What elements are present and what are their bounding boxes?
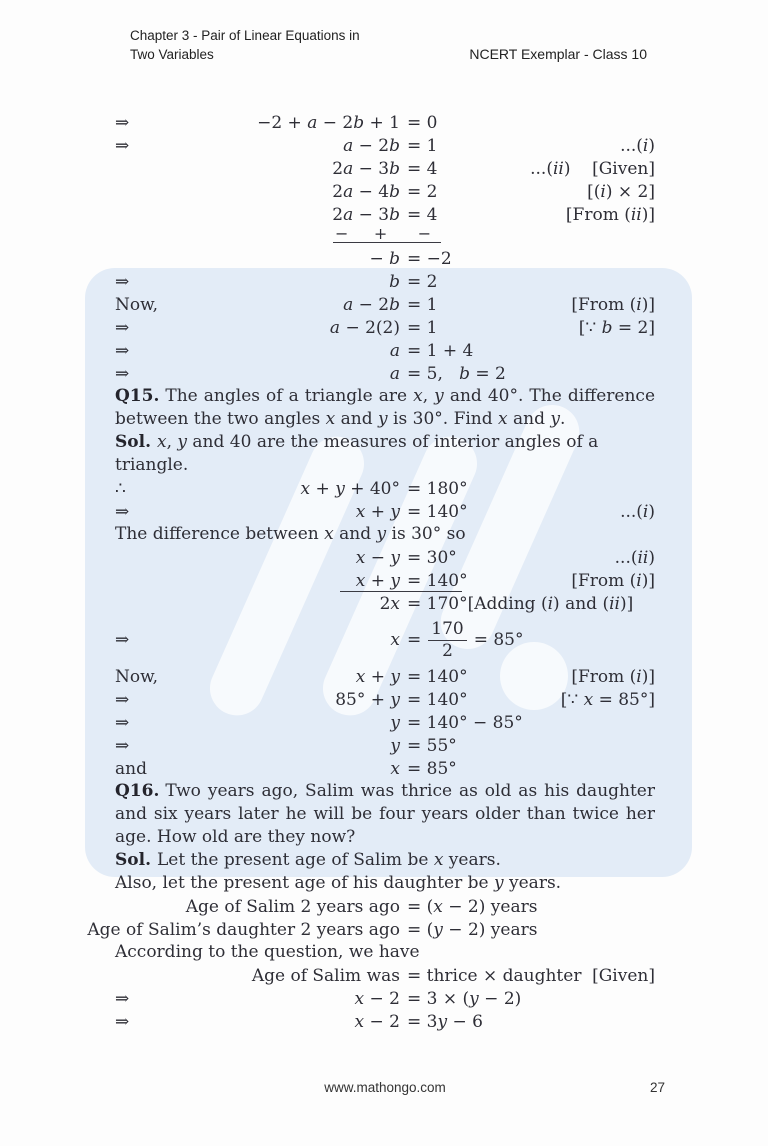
implies-marker: ⇒ xyxy=(115,1011,130,1032)
equation-lhs: a xyxy=(389,340,400,361)
statement-note: [Given] xyxy=(592,965,655,986)
equation-note: [From (i)] xyxy=(571,666,655,687)
question-paragraph-q15 xyxy=(115,385,655,431)
text-paragraph xyxy=(115,941,655,964)
implies-marker: ⇒ xyxy=(115,501,130,522)
equation-lhs: y xyxy=(390,712,400,733)
equation-lhs: 2 x xyxy=(379,593,400,614)
equation-rhs: = 170° xyxy=(407,593,468,614)
equation-note: [From (ii)] xyxy=(565,204,655,225)
chapter-title-line2: Two Variables xyxy=(130,47,214,62)
question-text: The angles of a triangle are x, y and 40°. The difference between the two angles x and y is 30°. Find x and y. xyxy=(115,386,656,429)
implies-marker: ⇒ xyxy=(115,630,130,650)
statement-lhs: Age of Salim 2 years ago xyxy=(185,896,400,917)
equation-note: [(i) × 2] xyxy=(587,181,655,202)
text-paragraph xyxy=(115,523,655,546)
equation-note: [Adding (i) and (ii)] xyxy=(467,593,634,614)
statement-lhs: Age of Salim’s daughter 2 years ago xyxy=(87,919,400,940)
equation-row xyxy=(115,477,655,500)
equation-rhs: = 140° − 85° xyxy=(407,712,523,733)
equation-row xyxy=(115,688,655,711)
cancellation-signs: − + − xyxy=(335,224,432,243)
implies-marker: ⇒ xyxy=(115,712,130,733)
equation-rhs: = 3y − 6 xyxy=(407,1011,483,1032)
equation-row xyxy=(115,500,655,523)
equation-lhs: a − 2(2) xyxy=(329,317,400,338)
page-footer xyxy=(115,1080,665,1095)
equals-sign: = xyxy=(407,630,422,650)
equation-note: [From (i)] xyxy=(571,294,655,315)
solution-label: Sol. xyxy=(115,432,151,452)
equation-rhs: = 30° xyxy=(407,547,457,568)
equation-rhs: = 140° xyxy=(407,570,468,591)
equation-lhs: − b xyxy=(369,248,400,269)
equation-rhs: = 140° xyxy=(407,666,468,687)
equation-row xyxy=(115,134,655,157)
paragraph-text: Also, let the present age of his daughter be y years. xyxy=(115,873,562,893)
equation-row xyxy=(115,316,655,339)
equation-lhs: x xyxy=(390,758,400,779)
statement-rhs: = (x − 2) years xyxy=(407,896,538,917)
equation-row xyxy=(115,734,655,757)
equation-lhs: x + y xyxy=(355,501,400,522)
page-number: 27 xyxy=(649,1080,665,1095)
statement-row xyxy=(87,918,655,941)
equation-row xyxy=(115,247,655,270)
equation-note: ...(ii) xyxy=(614,547,655,568)
equation-note: ...(i) xyxy=(620,501,655,522)
statement-rhs: = (y − 2) years xyxy=(407,919,538,940)
implies-marker: ⇒ xyxy=(115,735,130,756)
equation-note: [∵ b = 2] xyxy=(578,317,655,338)
equation-row xyxy=(115,1010,655,1033)
equation-note: ...(i) xyxy=(620,135,655,156)
equation-lhs: y xyxy=(390,735,400,756)
equation-lhs: x xyxy=(390,630,400,650)
equation-lhs: b xyxy=(389,271,400,292)
equation-rhs: = 5, b = 2 xyxy=(407,363,506,384)
subtraction-signs-row xyxy=(115,226,655,247)
equation-rhs: = 4 xyxy=(407,158,438,179)
equation-lhs: x − 2 xyxy=(354,1011,400,1032)
subtraction-rule-line xyxy=(333,242,441,243)
equation-note: [∵ x = 85°] xyxy=(560,689,655,710)
solution-label: Sol. xyxy=(115,850,151,870)
equation-lhs: x + y + 40° xyxy=(300,478,400,499)
equation-note: [From (i)] xyxy=(571,570,655,591)
equation-lhs: x + y xyxy=(355,666,400,687)
implies-marker: ⇒ xyxy=(115,112,130,133)
equation-row xyxy=(115,362,655,385)
fraction-equation-row xyxy=(115,615,655,665)
equation-lhs: x − 2 xyxy=(354,988,400,1009)
equation-lhs: a − 2 b xyxy=(343,294,400,315)
equation-rhs: = 2 xyxy=(407,271,438,292)
equation-lhs: 2 a − 3 b xyxy=(332,158,400,179)
equation-row xyxy=(115,111,655,134)
page-header-right: NCERT Exemplar - Class 10 xyxy=(469,46,647,62)
equation-rhs: = 1 xyxy=(407,135,438,156)
equation-rhs: = 140° xyxy=(407,689,468,710)
text-paragraph xyxy=(115,872,655,895)
statement-row xyxy=(115,895,655,918)
question-paragraph-q16 xyxy=(115,780,655,849)
solution-text: Let the present age of Salim be x years. xyxy=(157,850,501,870)
solution-paragraph-q16 xyxy=(115,849,655,872)
equation-row xyxy=(115,757,655,780)
equation-lhs: x − y xyxy=(355,547,400,568)
equation-rhs: = 3 × (y − 2) xyxy=(407,988,522,1009)
implies-marker: ⇒ xyxy=(115,363,130,384)
equation-lhs: 2 a − 4 b xyxy=(332,181,400,202)
paragraph-text: The difference between x and y is 30° so xyxy=(115,524,466,544)
equation-rhs: = 2 xyxy=(407,181,438,202)
equation-note: ...(ii) [Given] xyxy=(530,158,655,179)
equation-lhs: x + y xyxy=(355,570,400,591)
equation-rhs: = 55° xyxy=(407,735,457,756)
statement-rhs: = thrice × daughter xyxy=(407,965,582,986)
equation-lhs: 2 a − 3 b xyxy=(332,204,400,225)
equation-rhs: = 180° xyxy=(407,478,468,499)
equation-row xyxy=(115,987,655,1010)
now-marker: Now, xyxy=(115,294,159,315)
equation-rhs: = 0 xyxy=(407,112,438,133)
equation-rhs: = 1 + 4 xyxy=(407,340,474,361)
equation-rhs: = 1 xyxy=(407,294,438,315)
question-label: Q15. xyxy=(115,386,160,406)
fraction-denominator: 2 xyxy=(442,640,453,661)
implies-marker: ⇒ xyxy=(115,271,130,292)
equation-row xyxy=(115,270,655,293)
implies-marker: ⇒ xyxy=(115,317,130,338)
equation-row xyxy=(115,592,655,615)
equation-rhs: = 1 xyxy=(407,317,438,338)
equation-rhs: = 85° xyxy=(407,758,457,779)
fraction-numerator: 170 xyxy=(428,619,466,641)
paragraph-text: According to the question, we have xyxy=(115,942,420,962)
equation-row xyxy=(115,293,655,316)
implies-marker: ⇒ xyxy=(115,135,130,156)
and-marker: and xyxy=(115,758,147,779)
chapter-title-line1: Chapter 3 - Pair of Linear Equations in xyxy=(130,28,360,43)
equation-row xyxy=(115,203,655,226)
equation-row xyxy=(115,711,655,734)
equation-row xyxy=(115,157,655,180)
equation-row xyxy=(115,339,655,362)
now-marker: Now, xyxy=(115,666,159,687)
equation-lhs: a − 2 b xyxy=(343,135,400,156)
question-label: Q16. xyxy=(115,781,160,801)
fraction xyxy=(428,619,466,662)
therefore-marker: ∴ xyxy=(115,478,126,499)
equation-lhs: 85° + y xyxy=(335,689,400,710)
equation-row xyxy=(115,546,655,569)
fraction-result: = 85° xyxy=(473,630,524,650)
equation-rhs: = 140° xyxy=(407,501,468,522)
equation-row xyxy=(115,180,655,203)
equation-lhs: a xyxy=(389,363,400,384)
statement-lhs: Age of Salim was xyxy=(251,965,400,986)
equation-row xyxy=(115,665,655,688)
solution-paragraph-q15 xyxy=(115,431,655,477)
question-text: Two years ago, Salim was thrice as old as his daughter and six years later he will be four years older than twice her age. How old are they now? xyxy=(115,781,655,847)
statement-row xyxy=(115,964,655,987)
implies-marker: ⇒ xyxy=(115,689,130,710)
equation-row-underlined xyxy=(115,569,655,592)
footer-site-text: www.mathongo.com xyxy=(324,1080,446,1095)
page-header-left xyxy=(130,26,360,64)
equation-rhs: = 4 xyxy=(407,204,438,225)
solution-text: x, y and 40 are the measures of interior angles of a triangle. xyxy=(115,432,599,475)
implies-marker: ⇒ xyxy=(115,988,130,1009)
solution-content xyxy=(87,111,656,1033)
implies-marker: ⇒ xyxy=(115,340,130,361)
equation-rhs: = −2 xyxy=(407,248,452,269)
equation-lhs: −2 + a − 2 b + 1 xyxy=(257,112,400,133)
